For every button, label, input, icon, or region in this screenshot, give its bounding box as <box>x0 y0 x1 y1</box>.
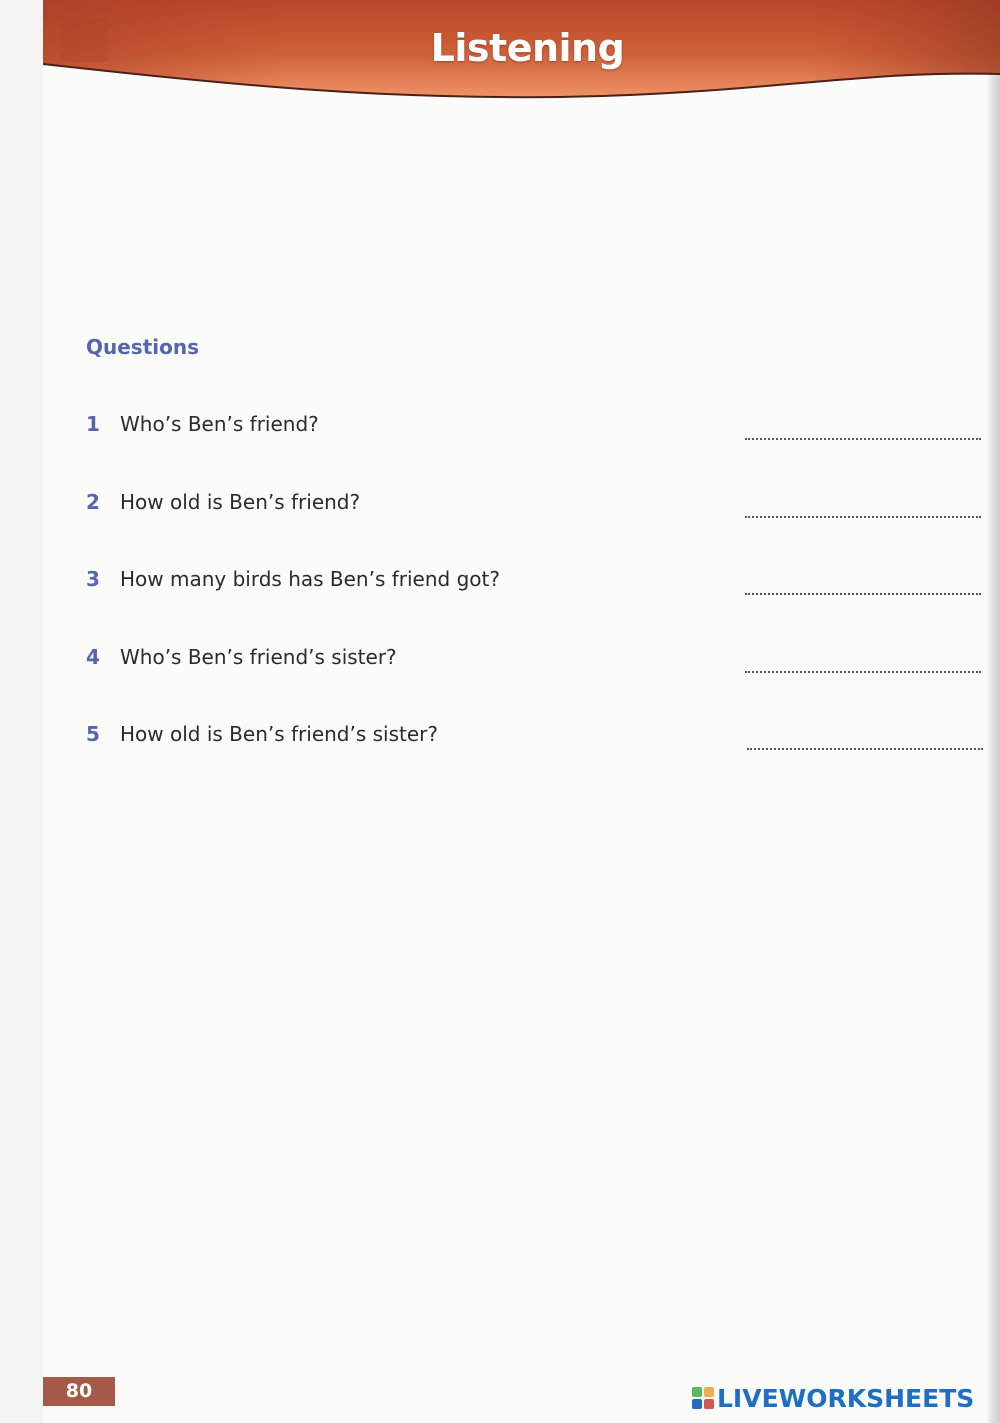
question-item <box>0 645 1000 685</box>
page-spine-shadow <box>986 0 1000 1423</box>
page-left-margin <box>0 0 43 1423</box>
question-number: 1 <box>86 412 100 436</box>
question-item <box>0 412 1000 452</box>
question-text: How old is Ben’s friend’s sister? <box>120 722 439 746</box>
answer-field-1[interactable] <box>745 422 981 440</box>
liveworksheets-logo <box>692 1382 974 1414</box>
answer-field-5[interactable] <box>747 732 983 750</box>
question-item <box>0 490 1000 530</box>
liveworksheets-logo-icon <box>692 1387 714 1409</box>
question-text: Who’s Ben’s friend’s sister? <box>120 645 397 669</box>
question-text: How many birds has Ben’s friend got? <box>120 567 500 591</box>
answer-field-3[interactable] <box>745 577 981 595</box>
question-text: How old is Ben’s friend? <box>120 490 361 514</box>
question-item <box>0 567 1000 607</box>
page-number: 80 <box>43 1377 115 1406</box>
question-number: 5 <box>86 722 100 746</box>
answer-field-4[interactable] <box>745 655 981 673</box>
answer-field-2[interactable] <box>745 500 981 518</box>
question-number: 3 <box>86 567 100 591</box>
page-title: Listening <box>430 26 625 70</box>
question-text: Who’s Ben’s friend? <box>120 412 319 436</box>
questions-heading: Questions <box>86 335 200 359</box>
question-number: 4 <box>86 645 100 669</box>
question-number: 2 <box>86 490 100 514</box>
question-item <box>0 722 1000 762</box>
logo-text: LIVEWORKSHEETS <box>717 1383 975 1413</box>
